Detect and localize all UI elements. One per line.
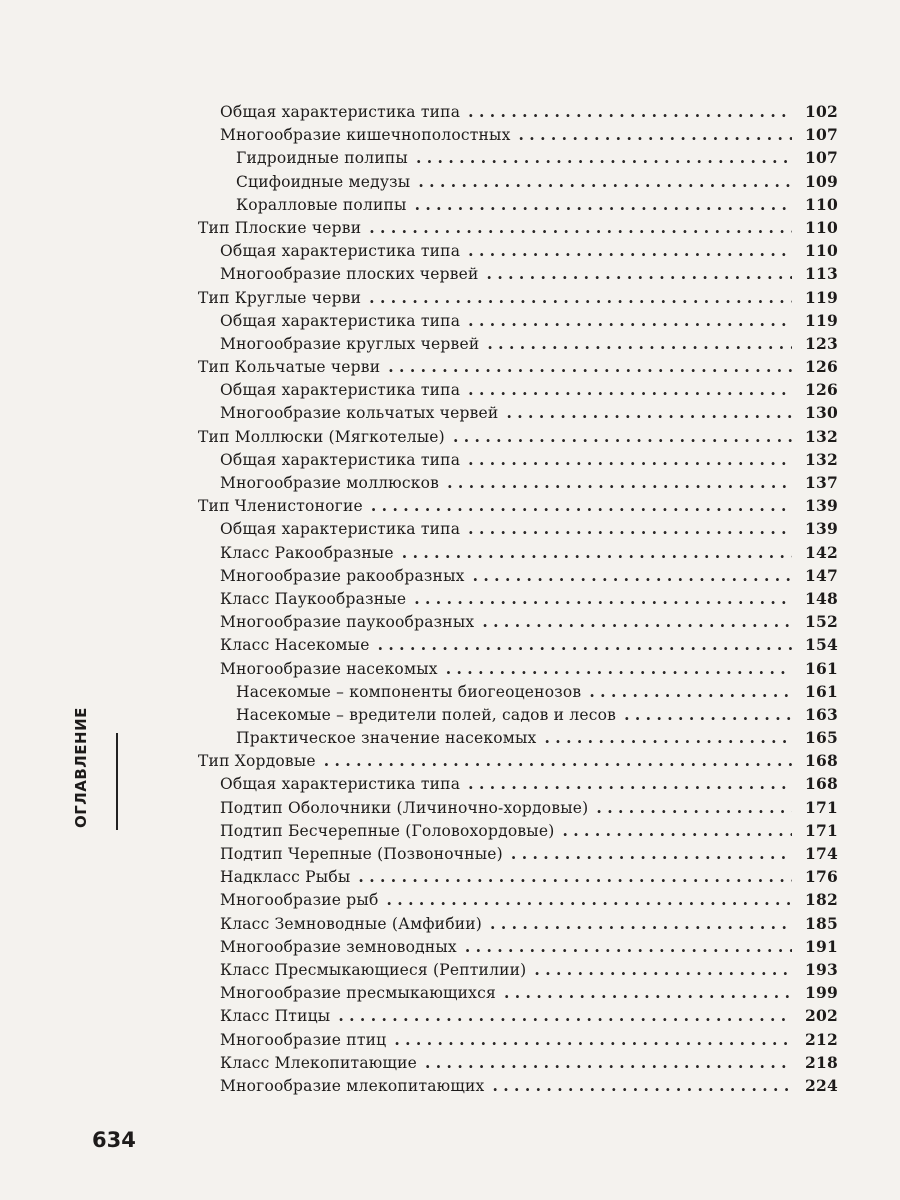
dot-leader bbox=[418, 170, 792, 193]
dot-leader bbox=[324, 749, 792, 772]
toc-entry bbox=[190, 935, 838, 958]
toc-entry-page: 102 bbox=[805, 102, 838, 121]
toc-entry bbox=[190, 796, 838, 819]
toc-entry-title: Общая характеристика типа bbox=[220, 450, 461, 469]
dot-leader bbox=[473, 564, 792, 587]
dot-leader bbox=[358, 865, 792, 888]
toc-entry bbox=[190, 309, 838, 332]
dot-leader bbox=[388, 355, 792, 378]
toc-entry-page: 119 bbox=[805, 287, 838, 307]
toc-entry bbox=[190, 726, 838, 749]
toc-entry bbox=[190, 541, 838, 564]
toc-entry-page: 147 bbox=[805, 565, 838, 585]
dot-leader bbox=[506, 401, 792, 424]
page-number: 634 bbox=[92, 1128, 136, 1152]
toc-entry-title: Коралловые полипы bbox=[236, 195, 407, 214]
toc-entry bbox=[190, 262, 838, 285]
toc-entry bbox=[190, 749, 838, 772]
toc-entry-page: 137 bbox=[805, 473, 838, 492]
toc-entry-page: 139 bbox=[805, 519, 838, 539]
toc-entry-page: 110 bbox=[805, 194, 838, 214]
toc-entry-title: Класс Птицы bbox=[220, 1007, 331, 1026]
toc-entry-page: 171 bbox=[805, 820, 838, 840]
dot-leader bbox=[394, 1028, 792, 1051]
toc-entry-page: 218 bbox=[805, 1052, 838, 1072]
toc-entry bbox=[190, 981, 838, 1004]
toc-entry bbox=[190, 471, 838, 494]
toc-entry bbox=[190, 425, 838, 448]
toc-entry-title: Класс Насекомые bbox=[220, 636, 370, 655]
dot-leader bbox=[387, 888, 793, 911]
toc-entry-page: 165 bbox=[805, 728, 838, 748]
toc-entry-page: 176 bbox=[805, 867, 838, 887]
toc-entry-title: Общая характеристика типа bbox=[220, 520, 461, 539]
toc-entry bbox=[190, 286, 838, 309]
dot-leader bbox=[544, 726, 792, 749]
toc-entry bbox=[190, 448, 838, 471]
dot-leader bbox=[492, 1074, 792, 1097]
toc-entry bbox=[190, 216, 838, 239]
table-of-contents bbox=[190, 100, 838, 1097]
toc-entry-title: Тип Членистоногие bbox=[198, 497, 363, 516]
dot-leader bbox=[468, 517, 792, 540]
toc-entry bbox=[190, 170, 838, 193]
toc-entry-page: 123 bbox=[805, 333, 838, 353]
toc-entry-title: Общая характеристика типа bbox=[220, 103, 461, 121]
toc-entry-title: Многообразие пресмыкающихся bbox=[220, 984, 496, 1003]
dot-leader bbox=[504, 981, 792, 1004]
dot-leader bbox=[468, 448, 792, 471]
dot-leader bbox=[490, 912, 792, 935]
toc-entry bbox=[190, 146, 838, 169]
toc-entry-page: 168 bbox=[805, 774, 838, 794]
toc-entry-title: Подтип Оболочники (Личиночно-хордовые) bbox=[220, 798, 589, 817]
toc-entry-page: 119 bbox=[805, 310, 838, 330]
toc-entry-title: Многообразие насекомых bbox=[220, 659, 438, 678]
toc-entry-title: Многообразие кольчатых червей bbox=[220, 404, 499, 423]
toc-entry-page: 193 bbox=[805, 959, 838, 979]
dot-leader bbox=[415, 193, 792, 216]
dot-leader bbox=[468, 309, 792, 332]
dot-leader bbox=[487, 332, 792, 355]
dot-leader bbox=[519, 123, 792, 146]
toc-entry-title: Сцифоидные медузы bbox=[236, 172, 411, 191]
toc-entry-page: 110 bbox=[805, 241, 838, 261]
toc-entry-title: Класс Паукообразные bbox=[220, 589, 407, 608]
dot-leader bbox=[487, 262, 792, 285]
running-header-title: ОГЛАВЛЕНИЕ bbox=[72, 707, 90, 828]
toc-entry bbox=[190, 494, 838, 517]
toc-entry-page: 163 bbox=[805, 704, 838, 724]
toc-entry-title: Тип Круглые черви bbox=[198, 288, 362, 307]
toc-entry-page: 199 bbox=[805, 983, 838, 1003]
toc-entry bbox=[190, 100, 838, 123]
toc-entry bbox=[190, 1074, 838, 1097]
dot-leader bbox=[562, 819, 792, 842]
toc-entry-title: Класс Млекопитающие bbox=[220, 1053, 417, 1072]
toc-entry-title: Многообразие ракообразных bbox=[220, 566, 465, 585]
dot-leader bbox=[482, 610, 792, 633]
toc-entry-title: Общая характеристика типа bbox=[220, 775, 461, 794]
toc-entry bbox=[190, 355, 838, 378]
toc-entry-title: Практическое значение насекомых bbox=[236, 729, 537, 748]
dot-leader bbox=[624, 703, 792, 726]
toc-entry bbox=[190, 842, 838, 865]
toc-entry-page: 174 bbox=[805, 844, 838, 863]
toc-entry-page: 182 bbox=[805, 890, 838, 910]
dot-leader bbox=[425, 1051, 792, 1074]
toc-entry bbox=[190, 912, 838, 935]
toc-entry-page: 224 bbox=[805, 1075, 838, 1095]
toc-entry-page: 185 bbox=[805, 913, 838, 933]
toc-entry-page: 212 bbox=[805, 1029, 838, 1049]
toc-entry-page: 152 bbox=[805, 612, 838, 632]
toc-entry-title: Класс Пресмыкающиеся (Рептилии) bbox=[220, 960, 527, 979]
dot-leader bbox=[589, 680, 792, 703]
toc-entry-title: Насекомые – вредители полей, садов и лесов bbox=[236, 705, 617, 724]
toc-entry-title: Надкласс Рыбы bbox=[220, 868, 351, 887]
toc-entry bbox=[190, 610, 838, 633]
toc-entry-page: 139 bbox=[805, 496, 838, 516]
toc-entry bbox=[190, 517, 838, 540]
toc-entry bbox=[190, 587, 838, 610]
toc-entry-title: Подтип Черепные (Позвоночные) bbox=[220, 845, 503, 863]
toc-entry-page: 161 bbox=[805, 658, 838, 678]
toc-entry bbox=[190, 332, 838, 355]
toc-entry-title: Общая характеристика типа bbox=[220, 311, 461, 330]
toc-entry-page: 142 bbox=[805, 542, 838, 562]
toc-entry-page: 168 bbox=[805, 751, 838, 771]
dot-leader bbox=[468, 100, 792, 123]
toc-entry bbox=[190, 633, 838, 656]
toc-entry bbox=[190, 1028, 838, 1051]
dot-leader bbox=[465, 935, 792, 958]
toc-entry-page: 107 bbox=[805, 125, 838, 145]
dot-leader bbox=[378, 633, 792, 656]
dot-leader bbox=[338, 1004, 792, 1027]
toc-entry-page: 126 bbox=[805, 357, 838, 377]
toc-entry-page: 161 bbox=[805, 681, 838, 701]
toc-entry-title: Многообразие рыб bbox=[220, 891, 379, 910]
dot-leader bbox=[511, 842, 792, 865]
toc-entry-title: Многообразие плоских червей bbox=[220, 265, 479, 284]
toc-entry bbox=[190, 193, 838, 216]
toc-entry-page: 132 bbox=[805, 426, 838, 446]
toc-entry-page: 109 bbox=[805, 171, 838, 191]
side-divider-line bbox=[116, 733, 118, 830]
dot-leader bbox=[453, 425, 792, 448]
dot-leader bbox=[468, 239, 792, 262]
toc-entry-page: 107 bbox=[805, 148, 838, 168]
toc-entry bbox=[190, 564, 838, 587]
toc-entry-title: Гидроидные полипы bbox=[236, 149, 408, 168]
toc-entry bbox=[190, 657, 838, 680]
toc-entry bbox=[190, 1004, 838, 1027]
toc-entry-page: 171 bbox=[805, 797, 838, 817]
toc-entry-title: Тип Моллюски (Мягкотелые) bbox=[198, 427, 445, 446]
toc-entry-title: Многообразие моллюсков bbox=[220, 474, 440, 492]
toc-entry-title: Тип Хордовые bbox=[198, 752, 316, 771]
dot-leader bbox=[534, 958, 792, 981]
dot-leader bbox=[447, 471, 792, 494]
toc-entry-page: 191 bbox=[805, 936, 838, 956]
toc-entry-title: Тип Кольчатые черви bbox=[198, 358, 381, 377]
dot-leader bbox=[416, 146, 792, 169]
toc-entry-page: 202 bbox=[805, 1006, 838, 1026]
dot-leader bbox=[371, 494, 792, 517]
dot-leader bbox=[596, 796, 792, 819]
toc-entry-title: Многообразие паукообразных bbox=[220, 613, 475, 632]
toc-entry bbox=[190, 401, 838, 424]
toc-entry bbox=[190, 819, 838, 842]
toc-entry-title: Общая характеристика типа bbox=[220, 381, 461, 400]
toc-entry-title: Многообразие кишечнополостных bbox=[220, 126, 511, 145]
toc-entry-title: Тип Плоские черви bbox=[198, 218, 362, 237]
dot-leader bbox=[414, 587, 792, 610]
toc-entry bbox=[190, 865, 838, 888]
toc-entry-page: 132 bbox=[805, 449, 838, 469]
toc-entry bbox=[190, 888, 838, 911]
dot-leader bbox=[468, 378, 792, 401]
dot-leader bbox=[369, 216, 792, 239]
toc-entry-title: Многообразие птиц bbox=[220, 1030, 387, 1049]
toc-entry-title: Класс Ракообразные bbox=[220, 543, 394, 562]
toc-entry bbox=[190, 703, 838, 726]
toc-entry-page: 148 bbox=[805, 588, 838, 608]
toc-entry bbox=[190, 680, 838, 703]
toc-entry-title: Многообразие млекопитающих bbox=[220, 1076, 485, 1095]
toc-entry bbox=[190, 378, 838, 401]
toc-entry-title: Общая характеристика типа bbox=[220, 242, 461, 261]
toc-entry-title: Класс Земноводные (Амфибии) bbox=[220, 914, 483, 933]
toc-entry bbox=[190, 239, 838, 262]
toc-entry bbox=[190, 772, 838, 795]
toc-entry-page: 126 bbox=[805, 380, 838, 400]
toc-entry-title: Насекомые – компоненты биогеоценозов bbox=[236, 682, 582, 701]
dot-leader bbox=[468, 772, 792, 795]
toc-entry bbox=[190, 958, 838, 981]
toc-entry-title: Подтип Бесчерепные (Головохордовые) bbox=[220, 821, 555, 840]
toc-entry bbox=[190, 123, 838, 146]
toc-entry-page: 130 bbox=[805, 403, 838, 423]
dot-leader bbox=[402, 541, 792, 564]
toc-entry-page: 110 bbox=[805, 217, 838, 237]
toc-entry-page: 113 bbox=[805, 264, 838, 284]
toc-entry-page: 154 bbox=[805, 635, 838, 655]
dot-leader bbox=[446, 657, 792, 680]
toc-entry-title: Многообразие круглых червей bbox=[220, 334, 480, 353]
dot-leader bbox=[369, 286, 792, 309]
toc-entry bbox=[190, 1051, 838, 1074]
toc-entry-title: Многообразие земноводных bbox=[220, 937, 457, 956]
